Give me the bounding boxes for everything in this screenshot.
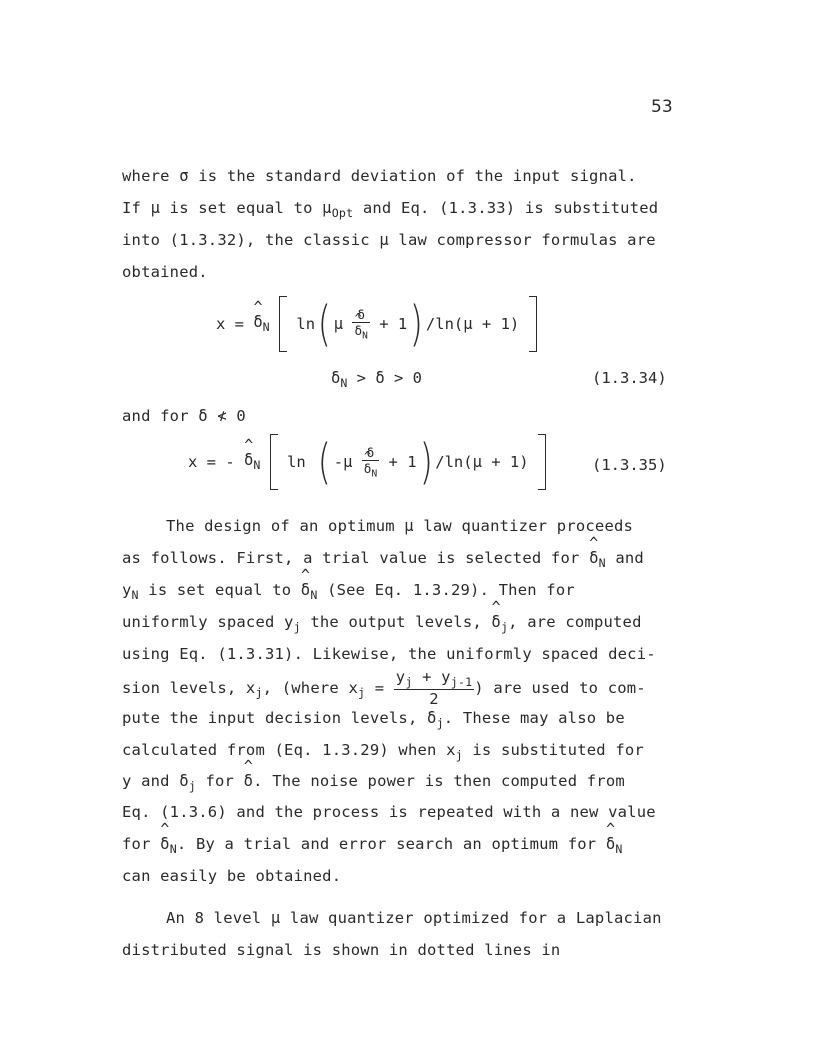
text-line: distributed signal is shown in dotted lines in — [122, 941, 561, 959]
text-line: into (1.3.32), the classic μ law compressor formulas are — [122, 231, 656, 249]
text-line: An 8 level μ law quantizer optimized for a Laplacian — [166, 909, 662, 927]
text-line: $y_N$ is set equal to ^ $\delta_N$ (See Eq. 1.3.29). Then for — [122, 581, 575, 602]
equation-1-3-34: x = ^ $\delta_N$ ln( μ δ ^ $\delta_N$ + 1) /ln(μ + 1) — [216, 296, 537, 352]
text-line: where σ is the standard deviation of the input signal. — [122, 167, 637, 185]
equation-condition: $\delta_N > \delta > 0$ — [331, 369, 422, 391]
text-line: for ^ $\delta_N$. By a trial and error search an optimum for ^ $\delta_N$ — [122, 835, 623, 856]
text-line: uniformly spaced $y_j$ the output levels, ^ $\delta_j$, are computed — [122, 613, 642, 634]
text-line: calculated from (Eq. 1.3.29) when $x_j$ is substituted for — [122, 741, 644, 763]
text-line: can easily be obtained. — [122, 867, 342, 885]
text-line: If μ is set equal to $\mu_{Opt}$ and Eq. (1.3.33) is substituted — [122, 199, 659, 221]
text-line: y and $\delta_j$ for ^ δ. The noise power is then computed from — [122, 772, 625, 793]
text-line: as follows. First, a trial value is selected for ^ $\delta_N$ and — [122, 549, 644, 570]
text-line: and for δ ≮ 0 — [122, 407, 246, 425]
text-line: The design of an optimum μ law quantizer proceeds — [166, 517, 634, 535]
text-line: using Eq. (1.3.31). Likewise, the uniformly spaced deci- — [122, 645, 656, 663]
equation-number: (1.3.35) — [592, 456, 667, 474]
text-line: Eq. (1.3.6) and the process is repeated with a new value — [122, 803, 656, 821]
equation-number: (1.3.34) — [592, 369, 667, 387]
text-line: pute the input decision levels, $\delta_j$. These may also be — [122, 709, 625, 731]
page-number: 53 — [651, 97, 673, 117]
text-line: obtained. — [122, 263, 208, 281]
equation-1-3-35: x = - ^ $\delta_N$ ln ( -μ δ ^ $\delta_N$ + 1) /ln(μ + 1) — [188, 434, 546, 490]
text-line: sion levels, $x_j$, (where $x_j$ = $\frac{y_j + y_{j-1}}{2}$ ) are used to com- — [122, 668, 646, 709]
